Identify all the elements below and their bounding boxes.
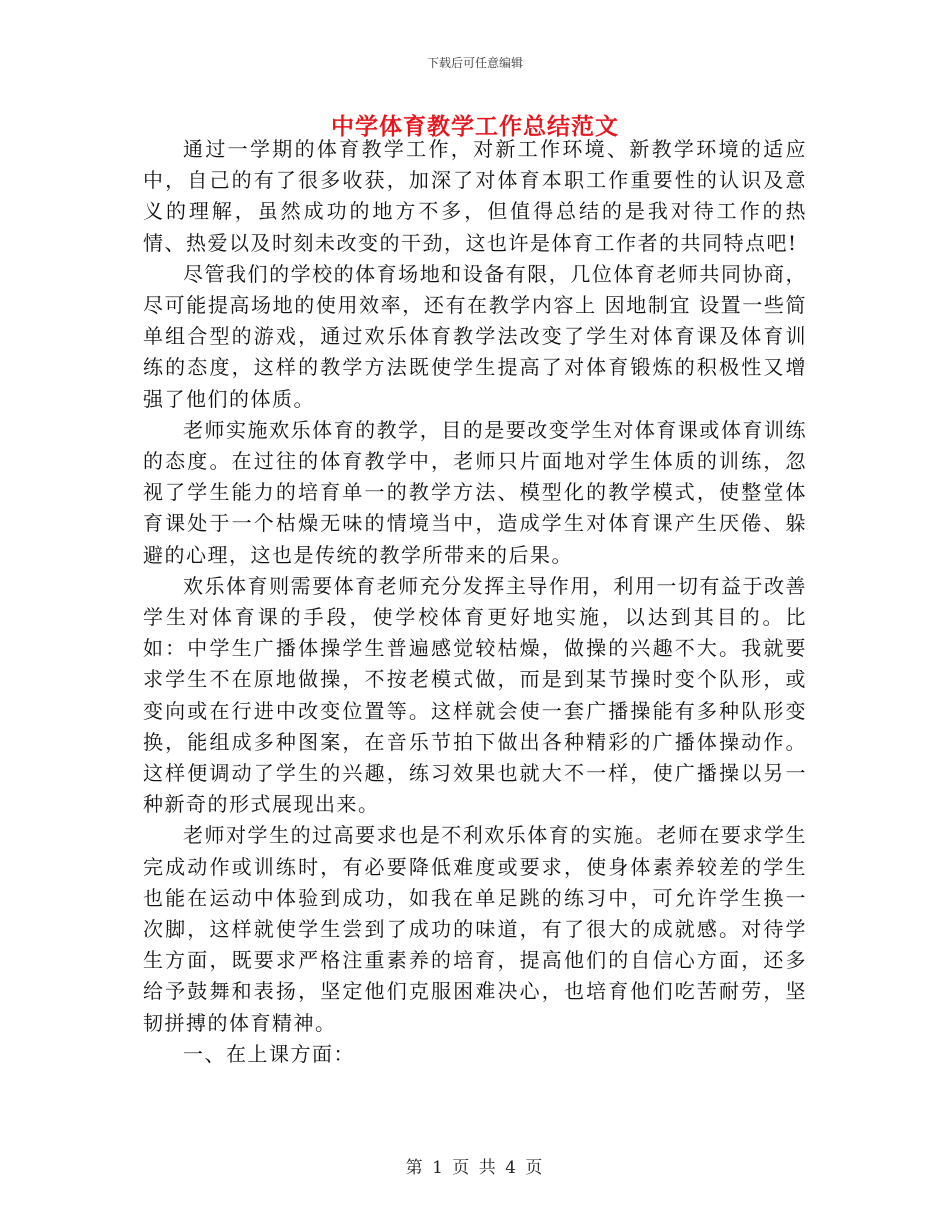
paragraph-2: 尽管我们的学校的体育场地和设备有限，几位体育老师共同协商，尽可能提高场地的使用效率，还有在教学内容上 因地制宜 设置一些简单组合型的游戏，通过欢乐体育教学法改变了学生对体育课及体育训练的态度，这样的教学方法既使学生提高了对体育锻炼的积极性又增强了他们的体质。 (143, 261, 807, 411)
document-title: 中学体育教学工作总结范文 (331, 113, 619, 140)
paragraph-5: 老师对学生的过高要求也是不利欢乐体育的实施。老师在要求学生完成动作或训练时，有必要降低难度或要求，使身体素养较差的学生也能在运动中体验到成功，如我在单足跳的练习中，可允许学生换一次脚，这样就使学生尝到了成功的味道，有了很大的成就感。对待学生方面，既要求严格注重素养的培育，提高他们的自信心方面，还多给予鼓舞和表扬，坚定他们克服困难决心，也培育他们吃苦耐劳，坚韧拼搏的体育精神。 (143, 823, 807, 1035)
page-footer-number: 第 1 页 共 4 页 (405, 1158, 545, 1178)
section-heading-1: 一、在上课方面： (183, 1041, 355, 1066)
document-body (143, 134, 807, 1070)
paragraph-3: 老师实施欢乐体育的教学，目的是要改变学生对体育课或体育训练的态度。在过往的体育教学中，老师只片面地对学生体质的训练，忽视了学生能力的培育单一的教学方法、模型化的教学模式，使整堂体育课处于一个枯燥无味的情境当中，造成学生对体育课产生厌倦、躲避的心理，这也是传统的教学所带来的后果。 (143, 417, 807, 567)
paragraph-4: 欢乐体育则需要体育老师充分发挥主导作用，利用一切有益于改善学生对体育课的手段，使学校体育更好地实施，以达到其目的。比如：中学生广播体操学生普遍感觉较枯燥，做操的兴趣不大。我就要求学生不在原地做操，不按老模式做，而是到某节操时变个队形，或变向或在行进中改变位置等。这样就会使一套广播操能有多种队形变换，能组成多种图案，在音乐节拍下做出各种精彩的广播体操动作。这样便调动了学生的兴趣，练习效果也就大不一样，使广播操以另一种新奇的形式展现出来。 (143, 573, 807, 817)
paragraph-1: 通过一学期的体育教学工作，对新工作环境、新教学环境的适应中，自己的有了很多收获，加深了对体育本职工作重要性的认识及意义的理解，虽然成功的地方不多，但值得总结的是我对待工作的热情、热爱以及时刻未改变的干劲，这也许是体育工作者的共同特点吧! (143, 137, 807, 255)
page-header-note: 下载后可任意编辑 (426, 56, 523, 70)
